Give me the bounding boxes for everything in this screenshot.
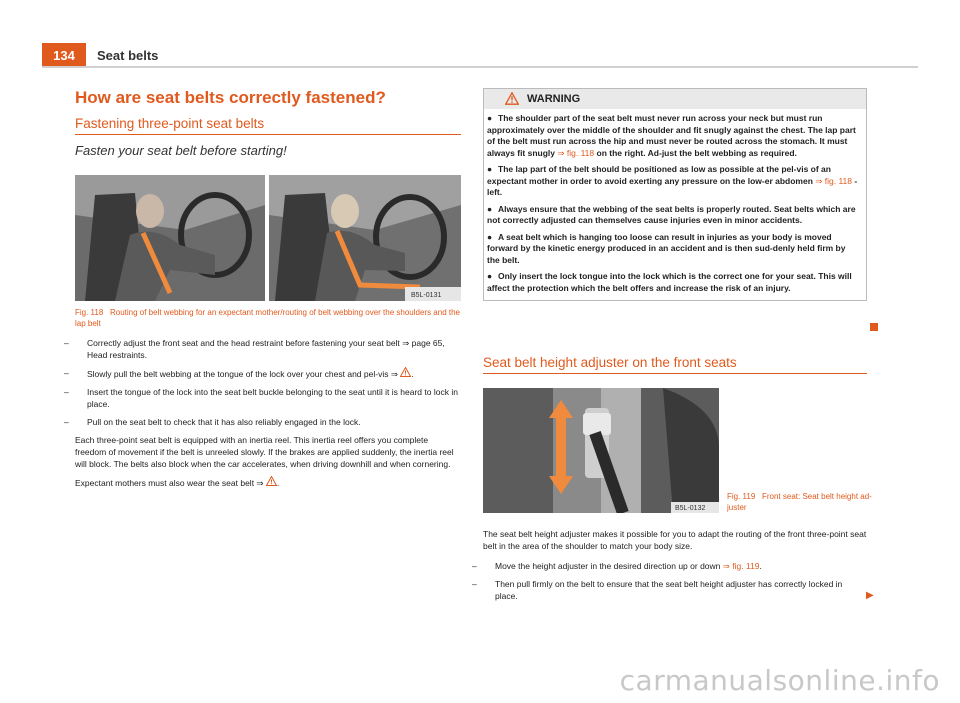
steps-list — [472, 560, 867, 602]
section-end-marker — [870, 323, 878, 331]
list-item: – Insert the tongue of the lock into the seat belt buckle belonging to the seat until it is heard to lock in place. — [64, 387, 458, 409]
warning-title: WARNING — [527, 93, 581, 105]
caption-prefix: Fig. 119 — [727, 492, 756, 501]
paragraph-expectant: Expectant mothers must also wear the seat belt ⇒ . — [75, 478, 280, 488]
list-item: – Correctly adjust the front seat and the head restraint before fastening your seat belt ⇒ page 65, Head restraints. — [64, 338, 445, 360]
running-header: Seat belts — [97, 48, 159, 63]
warning-box — [483, 88, 867, 301]
section-height-adjuster — [483, 355, 867, 374]
caption-prefix: Fig. 118 — [75, 308, 104, 317]
warning-item: ● A seat belt which is hanging too loose can result in injuries as your body is moved forward by the kinetic energy produced in an accident and is then sud-denly held firm by the belt. — [487, 231, 846, 265]
list-item: – Then pull firmly on the belt to ensure that the seat belt height adjuster has correctly locked in place. — [472, 579, 843, 601]
warning-item: ● The shoulder part of the seat belt must never run across your neck but must run approximately over the middle of the shoulder and fit snugly against the chest. The lap part of the belt must run across the hip and must never be routed across the stomach. It must always fit snugly ⇒ fig. 118 on the right. Ad-just the belt webbing as required. — [487, 113, 856, 158]
paragraph-inertia-reel: Each three-point seat belt is equipped with an inertia reel. This inertia reel offers you complete freedom of movement if the belt is unreeled slowly. If the brakes are applied suddenly, the inertia reel will block. The belts also block when the car accelerates, when driving downhill and when cornering. — [75, 435, 454, 469]
section-title: Seat belt height adjuster on the front seats — [483, 355, 737, 370]
page-number: 134 — [42, 43, 86, 68]
page-title: How are seat belts correctly fastened? — [75, 88, 386, 107]
warning-triangle-icon — [505, 92, 519, 105]
fig-119-link[interactable]: ⇒ fig. 119 — [722, 561, 760, 571]
figure-code: B5L-0132 — [675, 505, 706, 512]
header-rule — [42, 66, 918, 68]
figure-119-caption — [727, 491, 872, 513]
right-column — [483, 88, 867, 301]
subsection-title: Fastening three-point seat belts — [75, 116, 265, 131]
fig-118-link[interactable]: ⇒ fig. 118 — [557, 147, 595, 158]
section-rule — [483, 373, 867, 374]
left-column — [64, 88, 461, 489]
caption-text: Routing of belt webbing for an expectant mother/routing of belt webbing over the shoulders and the lap belt — [75, 308, 460, 328]
warning-icon[interactable] — [266, 476, 277, 486]
seatbelt-illustration — [75, 175, 461, 301]
warning-header — [484, 89, 866, 109]
subsection-rule — [75, 134, 461, 135]
watermark: carmanualsonline.info — [619, 664, 940, 697]
steps-list — [64, 337, 461, 428]
height-adjuster-text — [472, 528, 867, 608]
figure-118-caption — [75, 307, 461, 329]
warning-item: ● The lap part of the belt should be positioned as low as possible at the pel-vis of an expectant mother in order to avoid exerting any pressure on the low-er abdomen ⇒ fig. 118 - left. — [487, 164, 858, 197]
list-item: – Pull on the seat belt to check that it has also reliably engaged in the lock. — [64, 417, 361, 427]
warning-item: ● Only insert the lock tongue into the lock which is the correct one for your seat. This will affect the protection which the belt offers and increase the risk of an injury. — [487, 271, 852, 293]
figure-119-image — [483, 388, 719, 513]
list-item: – Slowly pull the belt webbing at the tongue of the lock over your chest and pel-vis ⇒ . — [64, 368, 414, 379]
continue-arrow-icon: ▶ — [866, 590, 874, 601]
figure-code: B5L-0131 — [411, 292, 442, 299]
warning-icon[interactable] — [400, 367, 411, 377]
warning-item: ● Always ensure that the webbing of the seat belts is properly routed. Seat belts which are not correctly adjusted can themselves cause injuries even in minor accidents. — [487, 203, 856, 225]
fig-118-link[interactable]: ⇒ fig. 118 — [815, 175, 853, 186]
paragraph-adjuster: The seat belt height adjuster makes it possible for you to adapt the routing of the front three-point seat belt in the area of the shoulder to match your body size. — [483, 529, 867, 551]
figure-118-image — [75, 175, 461, 301]
caption-text: Front seat: Seat belt height ad-juster — [727, 492, 872, 512]
warning-body — [484, 109, 866, 300]
list-item: – Move the height adjuster in the desired direction up or down ⇒ fig. 119. — [472, 561, 762, 571]
height-adjuster-illustration — [483, 388, 719, 513]
intro-text: Fasten your seat belt before starting! — [75, 143, 287, 158]
